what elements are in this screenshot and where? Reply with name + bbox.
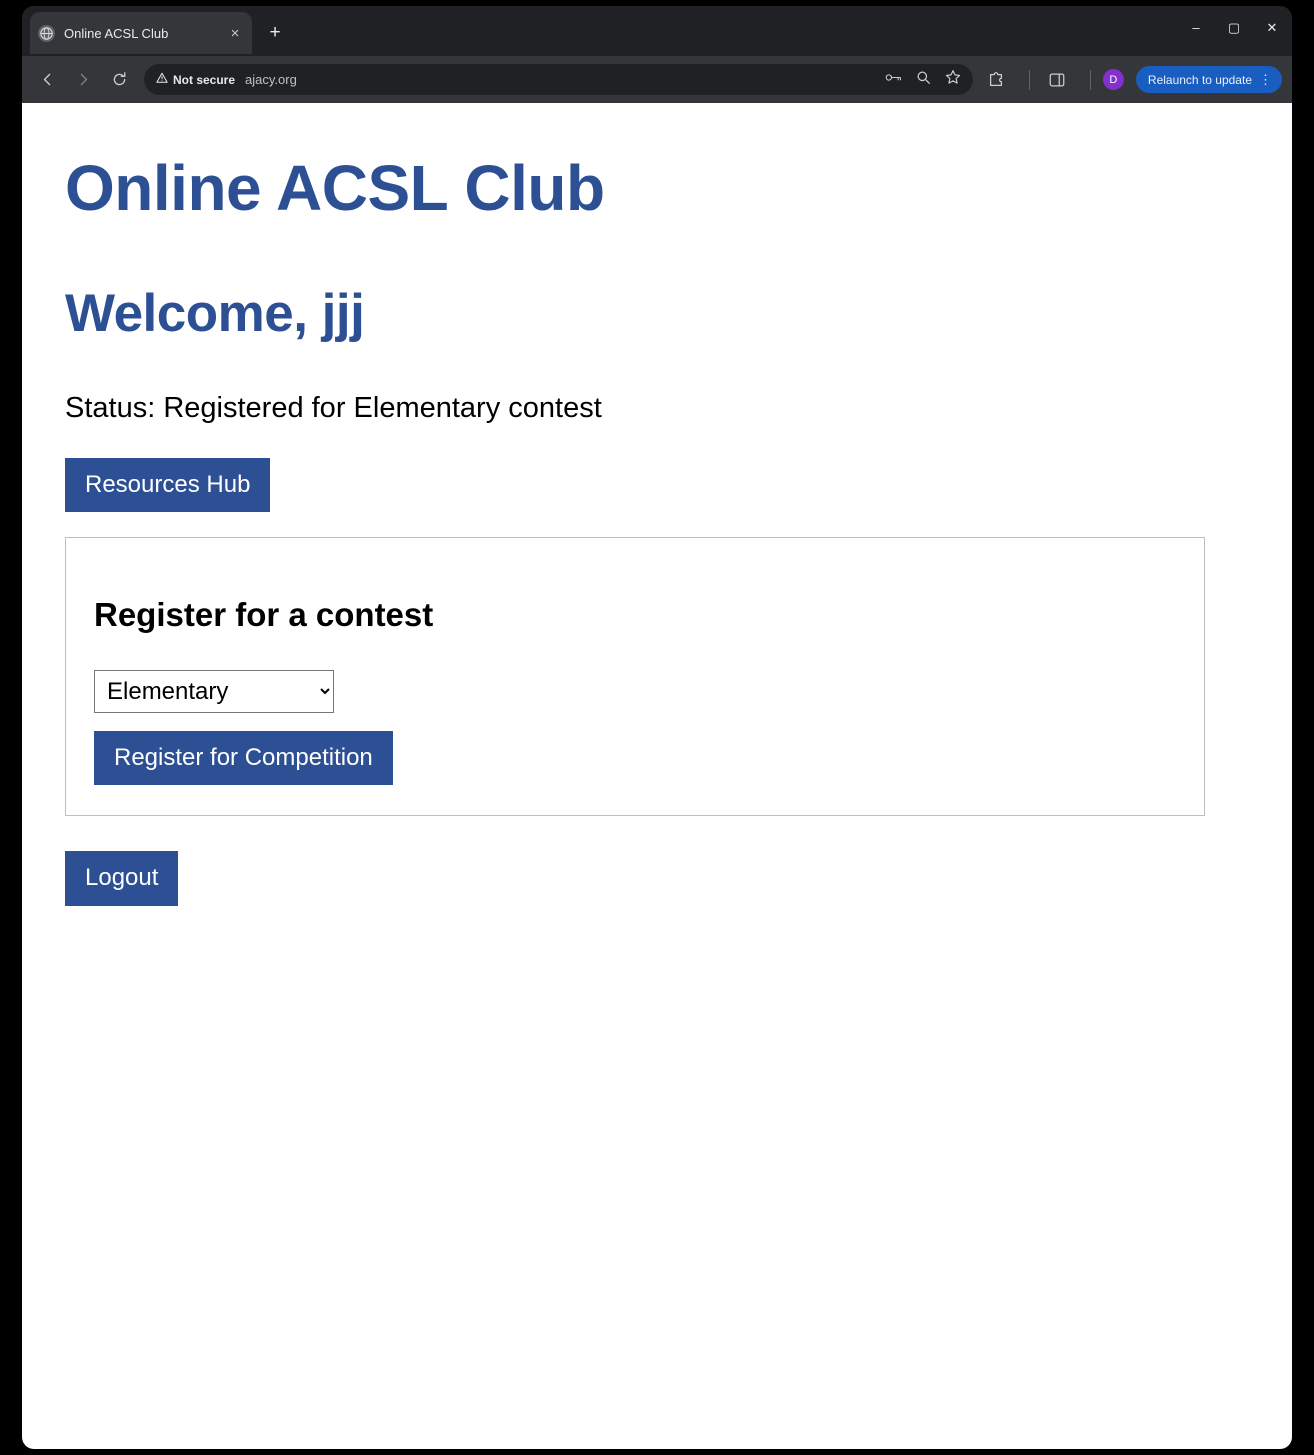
logout-button[interactable]: Logout [65, 851, 178, 905]
magnifier-icon[interactable] [916, 70, 931, 90]
relaunch-label: Relaunch to update [1147, 72, 1252, 87]
close-window-button[interactable]: ✕ [1266, 20, 1278, 35]
forward-icon[interactable] [68, 65, 98, 95]
page-content [22, 152, 1292, 906]
tab-title: Online ACSL Club [64, 25, 169, 41]
window-controls [1186, 18, 1282, 38]
globe-icon [38, 25, 55, 42]
register-for-competition-button[interactable]: Register for Competition [94, 731, 393, 785]
puzzle-icon[interactable] [981, 65, 1011, 95]
relaunch-to-update-button[interactable] [1136, 66, 1282, 93]
contest-select-wrapper [94, 670, 1176, 713]
security-indicator[interactable] [156, 72, 235, 87]
star-icon[interactable] [945, 69, 961, 90]
address-bar[interactable] [144, 64, 973, 95]
register-panel-heading: Register for a contest [94, 595, 434, 633]
browser-toolbar [22, 56, 1292, 103]
welcome-heading: Welcome, jjj [65, 283, 365, 343]
tab-strip [22, 6, 1292, 56]
security-label: Not secure [173, 72, 236, 87]
warning-triangle-icon [156, 72, 168, 87]
page-title: Online ACSL Club [65, 152, 605, 224]
resources-hub-button[interactable]: Resources Hub [65, 458, 270, 512]
maximize-button[interactable]: ▢ [1227, 20, 1241, 35]
page-viewport [22, 103, 1292, 1449]
browser-tab[interactable] [30, 12, 252, 54]
new-tab-button[interactable]: + [269, 22, 281, 43]
omnibox-icons [885, 69, 961, 90]
register-panel [65, 537, 1205, 816]
url-text: ajacy.org [245, 72, 297, 87]
toolbar-right [981, 65, 1282, 95]
minimize-button[interactable]: – [1192, 20, 1200, 35]
side-panel-icon[interactable] [1042, 65, 1072, 95]
toolbar-divider-2 [1090, 70, 1091, 90]
back-icon[interactable] [32, 65, 62, 95]
reload-icon[interactable] [104, 65, 134, 95]
key-icon[interactable] [885, 71, 902, 89]
avatar[interactable]: D [1103, 69, 1124, 90]
status-text: Status: Registered for Elementary contest [65, 391, 602, 424]
browser-window [22, 6, 1292, 1449]
browser-menu-icon[interactable]: ⋮ [1259, 72, 1272, 87]
toolbar-divider [1029, 70, 1030, 90]
close-icon[interactable]: × [230, 24, 240, 42]
contest-select[interactable] [94, 670, 334, 713]
